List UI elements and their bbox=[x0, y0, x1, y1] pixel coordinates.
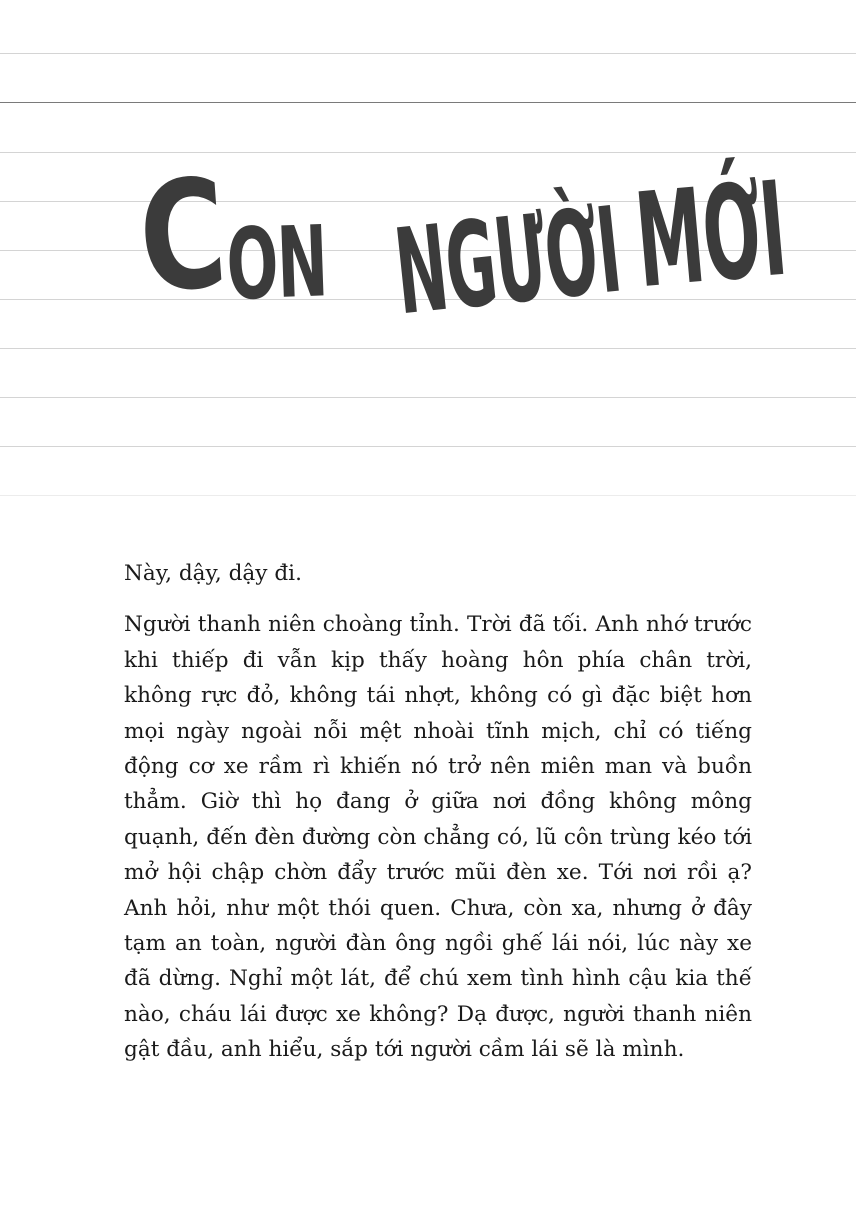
ruled-line bbox=[0, 397, 856, 398]
ruled-line bbox=[0, 446, 856, 447]
title-initial-c: C bbox=[133, 147, 231, 327]
title-word-on: ON bbox=[224, 205, 329, 323]
story-text bbox=[124, 556, 752, 1068]
ruled-line bbox=[0, 495, 856, 496]
chapter-title bbox=[0, 0, 856, 360]
title-word-moi: MỚI bbox=[630, 152, 792, 318]
title-word-nguoi: NGƯỜI bbox=[388, 180, 627, 342]
opening-line: Này, dậy, dậy đi. bbox=[124, 561, 302, 586]
story-paragraph: Người thanh niên choàng tỉnh. Trời đã tối. Anh nhớ trước khi thiếp đi vẫn kịp thấy hoàng hôn phía chân trời, không rực đỏ, không tái nhợt, không có gì đặc biệt hơn mọi ngày ngoài nỗi mệt nhoài tĩnh mịch, chỉ có tiếng động cơ xe rầm rì khiến nó trở nên miên man và buồn thẳm. Giờ thì họ đang ở giữa nơi đồng không mông quạnh, đến đèn đường còn chẳng có, lũ côn trùng kéo tới mở hội chập chờn đẩy trước mũi đèn xe. Tới nơi rồi ạ? Anh hỏi, như một thói quen. Chưa, còn xa, nhưng ở đây tạm an toàn, người đàn ông ngồi ghế lái nói, lúc này xe đã dừng. Nghỉ một lát, để chú xem tình hình cậu kia thế nào, cháu lái được xe không? Dạ được, người thanh niên gật đầu, anh hiểu, sắp tới người cầm lái sẽ là mình. bbox=[124, 612, 752, 1063]
